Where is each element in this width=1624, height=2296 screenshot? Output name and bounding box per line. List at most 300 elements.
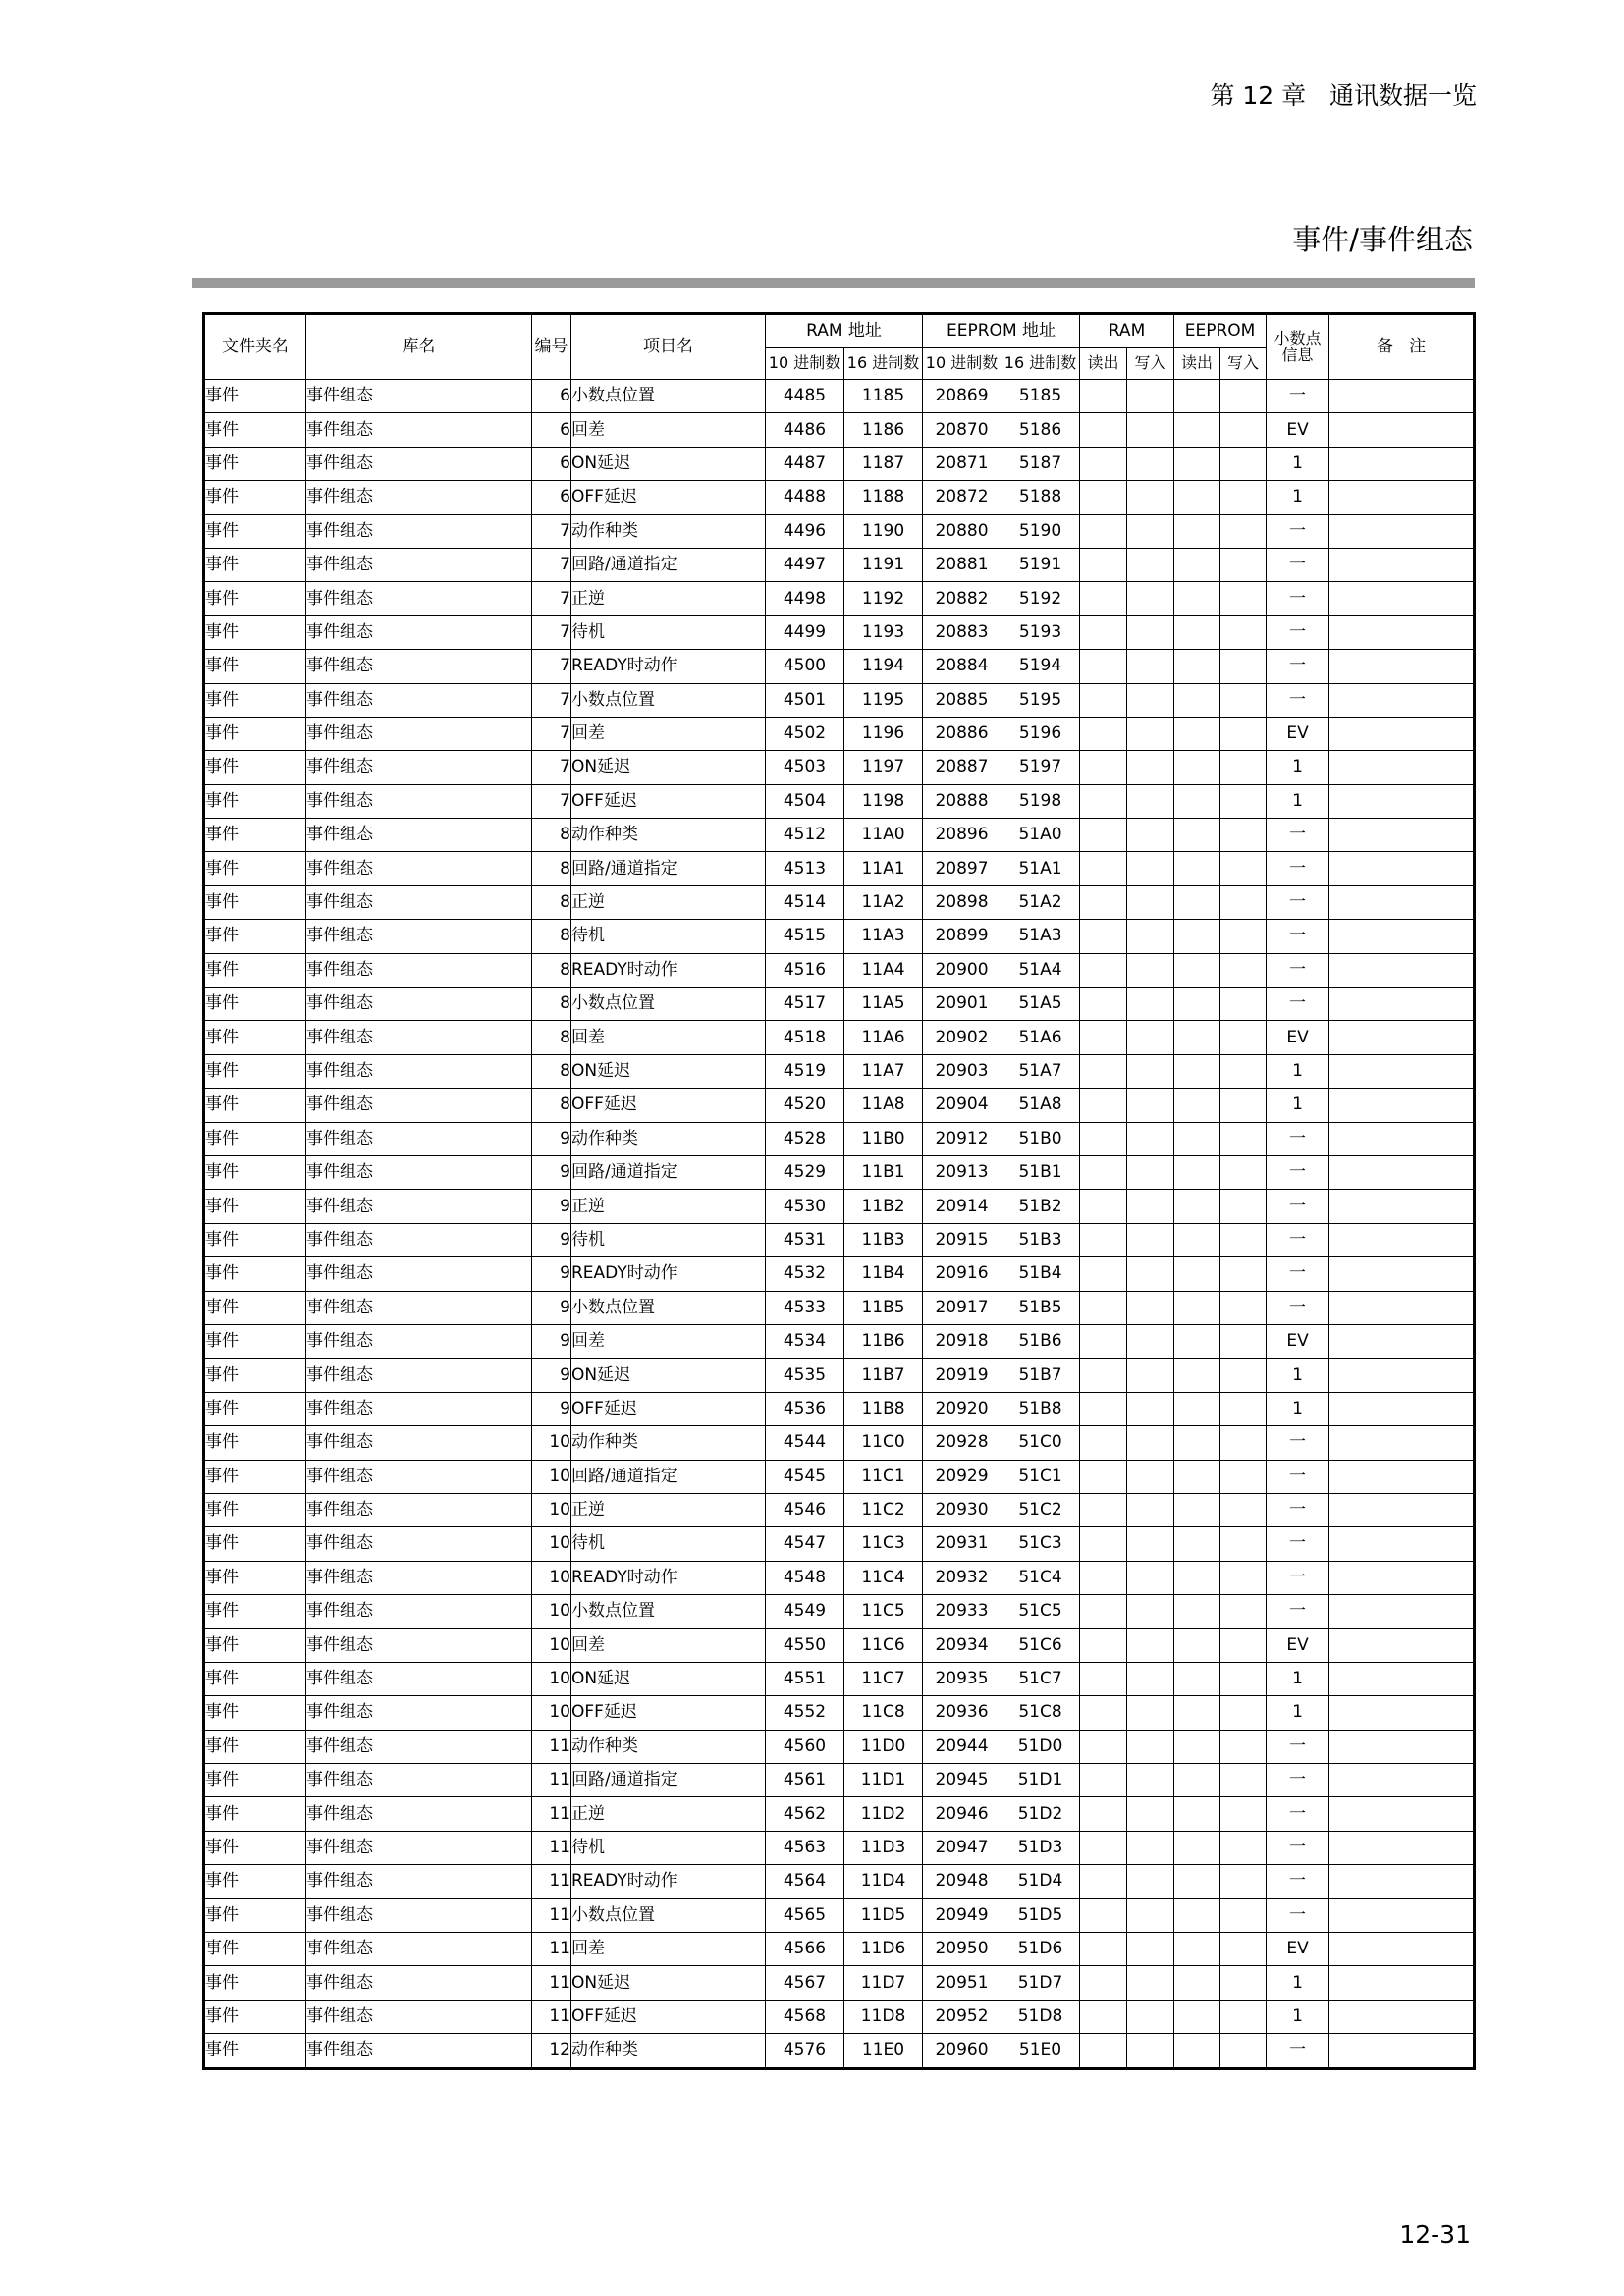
cell-access-empty [1174, 447, 1220, 480]
cell-access-empty [1220, 751, 1267, 784]
cell-ram-dec: 4517 [766, 988, 844, 1021]
cell-access-empty [1127, 1324, 1174, 1358]
cell-library: 事件组态 [306, 447, 532, 480]
cell-ram-hex: 11D3 [844, 1831, 923, 1864]
cell-ram-dec: 4502 [766, 717, 844, 750]
cell-access-empty [1220, 380, 1267, 413]
cell-folder: 事件 [204, 650, 306, 683]
cell-library: 事件组态 [306, 1966, 532, 2000]
cell-access-empty [1174, 413, 1220, 447]
cell-remarks [1329, 1426, 1475, 1460]
cell-access-empty [1220, 650, 1267, 683]
cell-access-empty [1174, 1392, 1220, 1425]
cell-library: 事件组态 [306, 1629, 532, 1662]
cell-access-empty [1220, 1021, 1267, 1054]
table-row [204, 582, 1475, 615]
cell-library: 事件组态 [306, 548, 532, 581]
cell-access-empty [1220, 1392, 1267, 1425]
cell-access-empty [1080, 988, 1127, 1021]
cell-ram-hex: 11C4 [844, 1561, 923, 1594]
cell-access-empty [1127, 548, 1174, 581]
cell-item: READY时动作 [571, 953, 766, 987]
cell-access-empty [1174, 1831, 1220, 1864]
cell-access-empty [1127, 751, 1174, 784]
cell-remarks [1329, 1696, 1475, 1730]
cell-eeprom-dec: 20946 [923, 1797, 1001, 1831]
table-row [204, 1190, 1475, 1223]
cell-decimal-info: 一 [1267, 582, 1329, 615]
cell-eeprom-hex: 51A4 [1001, 953, 1080, 987]
cell-ram-dec: 4496 [766, 514, 844, 548]
cell-number: 7 [532, 615, 571, 649]
cell-remarks [1329, 1291, 1475, 1324]
cell-folder: 事件 [204, 1527, 306, 1561]
col-ram-read: 读出 [1080, 348, 1127, 380]
cell-folder: 事件 [204, 1359, 306, 1392]
cell-ram-dec: 4486 [766, 413, 844, 447]
cell-ram-hex: 11A6 [844, 1021, 923, 1054]
cell-ram-dec: 4545 [766, 1460, 844, 1493]
cell-eeprom-hex: 51A3 [1001, 920, 1080, 953]
cell-eeprom-hex: 5193 [1001, 615, 1080, 649]
cell-access-empty [1174, 1054, 1220, 1088]
cell-access-empty [1080, 413, 1127, 447]
cell-ram-hex: 1194 [844, 650, 923, 683]
cell-eeprom-dec: 20882 [923, 582, 1001, 615]
cell-access-empty [1220, 1662, 1267, 1695]
cell-item: 小数点位置 [571, 683, 766, 717]
cell-library: 事件组态 [306, 2000, 532, 2033]
cell-access-empty [1220, 1359, 1267, 1392]
cell-remarks [1329, 1764, 1475, 1797]
cell-number: 9 [532, 1291, 571, 1324]
cell-number: 8 [532, 1054, 571, 1088]
cell-eeprom-hex: 51C8 [1001, 1696, 1080, 1730]
cell-eeprom-dec: 20931 [923, 1527, 1001, 1561]
cell-access-empty [1080, 2034, 1127, 2068]
cell-folder: 事件 [204, 953, 306, 987]
cell-eeprom-hex: 51D8 [1001, 2000, 1080, 2033]
cell-access-empty [1174, 885, 1220, 919]
cell-ram-dec: 4576 [766, 2034, 844, 2068]
cell-eeprom-dec: 20933 [923, 1595, 1001, 1629]
cell-item: 正逆 [571, 582, 766, 615]
cell-access-empty [1127, 481, 1174, 514]
cell-item: 待机 [571, 1527, 766, 1561]
table-row [204, 1932, 1475, 1965]
cell-remarks [1329, 717, 1475, 750]
cell-remarks [1329, 1122, 1475, 1155]
cell-eeprom-hex: 5186 [1001, 413, 1080, 447]
cell-eeprom-dec: 20930 [923, 1493, 1001, 1526]
cell-ram-dec: 4518 [766, 1021, 844, 1054]
cell-eeprom-dec: 20917 [923, 1291, 1001, 1324]
header-rule [192, 278, 1475, 288]
cell-access-empty [1080, 819, 1127, 852]
cell-item: ON延迟 [571, 751, 766, 784]
cell-folder: 事件 [204, 1764, 306, 1797]
cell-eeprom-dec: 20900 [923, 953, 1001, 987]
table-row [204, 1089, 1475, 1122]
cell-eeprom-dec: 20916 [923, 1257, 1001, 1291]
cell-ram-dec: 4532 [766, 1257, 844, 1291]
cell-decimal-info: 一 [1267, 1257, 1329, 1291]
cell-library: 事件组态 [306, 953, 532, 987]
cell-folder: 事件 [204, 1797, 306, 1831]
table-row [204, 1324, 1475, 1358]
cell-folder: 事件 [204, 1898, 306, 1932]
cell-ram-hex: 11A5 [844, 988, 923, 1021]
cell-folder: 事件 [204, 751, 306, 784]
col-ram-address: RAM 地址 [766, 314, 923, 348]
cell-number: 12 [532, 2034, 571, 2068]
cell-library: 事件组态 [306, 683, 532, 717]
cell-remarks [1329, 1021, 1475, 1054]
cell-decimal-info: 一 [1267, 650, 1329, 683]
cell-access-empty [1080, 1054, 1127, 1088]
cell-folder: 事件 [204, 988, 306, 1021]
cell-access-empty [1127, 1291, 1174, 1324]
cell-access-empty [1174, 1493, 1220, 1526]
cell-item: ON延迟 [571, 1054, 766, 1088]
cell-eeprom-hex: 51D4 [1001, 1865, 1080, 1898]
cell-access-empty [1127, 1493, 1174, 1526]
cell-access-empty [1080, 1764, 1127, 1797]
cell-access-empty [1127, 852, 1174, 885]
cell-access-empty [1220, 1155, 1267, 1189]
cell-ram-dec: 4552 [766, 1696, 844, 1730]
cell-number: 7 [532, 582, 571, 615]
cell-decimal-info: 一 [1267, 1122, 1329, 1155]
cell-decimal-info: 一 [1267, 2034, 1329, 2068]
cell-access-empty [1174, 1291, 1220, 1324]
table-row [204, 852, 1475, 885]
cell-remarks [1329, 1865, 1475, 1898]
table-row [204, 514, 1475, 548]
cell-folder: 事件 [204, 481, 306, 514]
cell-access-empty [1127, 2034, 1174, 2068]
cell-remarks [1329, 1054, 1475, 1088]
cell-access-empty [1080, 1932, 1127, 1965]
cell-item: 小数点位置 [571, 380, 766, 413]
cell-access-empty [1127, 1865, 1174, 1898]
cell-decimal-info: 1 [1267, 1696, 1329, 1730]
cell-ram-dec: 4515 [766, 920, 844, 953]
cell-access-empty [1080, 920, 1127, 953]
table-row [204, 751, 1475, 784]
cell-remarks [1329, 683, 1475, 717]
cell-eeprom-hex: 51C2 [1001, 1493, 1080, 1526]
cell-access-empty [1174, 1865, 1220, 1898]
cell-number: 10 [532, 1527, 571, 1561]
cell-decimal-info: 1 [1267, 2000, 1329, 2033]
cell-library: 事件组态 [306, 1764, 532, 1797]
cell-remarks [1329, 1460, 1475, 1493]
table-row [204, 1460, 1475, 1493]
col-eeprom-read: 读出 [1174, 348, 1220, 380]
cell-ram-hex: 11D2 [844, 1797, 923, 1831]
cell-access-empty [1174, 2034, 1220, 2068]
cell-decimal-info: 一 [1267, 1155, 1329, 1189]
cell-access-empty [1174, 650, 1220, 683]
cell-ram-dec: 4531 [766, 1223, 844, 1256]
cell-access-empty [1080, 1966, 1127, 2000]
cell-folder: 事件 [204, 784, 306, 818]
cell-access-empty [1127, 1629, 1174, 1662]
table-row [204, 380, 1475, 413]
cell-eeprom-dec: 20883 [923, 615, 1001, 649]
cell-remarks [1329, 1932, 1475, 1965]
cell-remarks [1329, 582, 1475, 615]
cell-library: 事件组态 [306, 1021, 532, 1054]
cell-access-empty [1127, 1898, 1174, 1932]
cell-item: OFF延迟 [571, 481, 766, 514]
cell-access-empty [1127, 2000, 1174, 2033]
cell-access-empty [1220, 1324, 1267, 1358]
cell-access-empty [1220, 1831, 1267, 1864]
col-ram: RAM [1080, 314, 1174, 348]
cell-remarks [1329, 2000, 1475, 2033]
cell-ram-hex: 1186 [844, 413, 923, 447]
cell-eeprom-dec: 20914 [923, 1190, 1001, 1223]
cell-ram-dec: 4566 [766, 1932, 844, 1965]
cell-access-empty [1127, 1595, 1174, 1629]
cell-ram-dec: 4564 [766, 1865, 844, 1898]
cell-ram-hex: 11B7 [844, 1359, 923, 1392]
cell-ram-hex: 11A0 [844, 819, 923, 852]
cell-ram-dec: 4567 [766, 1966, 844, 2000]
cell-access-empty [1127, 1054, 1174, 1088]
cell-decimal-info: 1 [1267, 447, 1329, 480]
cell-number: 11 [532, 1797, 571, 1831]
cell-library: 事件组态 [306, 650, 532, 683]
cell-remarks [1329, 380, 1475, 413]
cell-access-empty [1080, 885, 1127, 919]
cell-eeprom-hex: 51C5 [1001, 1595, 1080, 1629]
table-row [204, 548, 1475, 581]
cell-remarks [1329, 1662, 1475, 1695]
cell-decimal-info: 一 [1267, 683, 1329, 717]
cell-access-empty [1220, 1493, 1267, 1526]
cell-item: 动作种类 [571, 1730, 766, 1763]
cell-eeprom-dec: 20936 [923, 1696, 1001, 1730]
table-row [204, 683, 1475, 717]
col-eeprom-dec: 10 进制数 [923, 348, 1001, 380]
cell-item: OFF延迟 [571, 1089, 766, 1122]
cell-decimal-info: 一 [1267, 920, 1329, 953]
cell-access-empty [1174, 615, 1220, 649]
cell-eeprom-dec: 20945 [923, 1764, 1001, 1797]
cell-ram-dec: 4497 [766, 548, 844, 581]
cell-ram-hex: 11A2 [844, 885, 923, 919]
cell-ram-dec: 4563 [766, 1831, 844, 1864]
cell-access-empty [1127, 447, 1174, 480]
cell-number: 11 [532, 1831, 571, 1864]
cell-library: 事件组态 [306, 413, 532, 447]
cell-eeprom-dec: 20886 [923, 717, 1001, 750]
cell-access-empty [1220, 1966, 1267, 2000]
cell-access-empty [1080, 380, 1127, 413]
cell-library: 事件组态 [306, 717, 532, 750]
table-row [204, 1527, 1475, 1561]
chapter-title: 第 12 章 通讯数据一览 [1210, 81, 1477, 110]
cell-eeprom-dec: 20932 [923, 1561, 1001, 1594]
cell-ram-dec: 4568 [766, 2000, 844, 2033]
cell-access-empty [1127, 1730, 1174, 1763]
cell-access-empty [1220, 1122, 1267, 1155]
cell-eeprom-hex: 51A7 [1001, 1054, 1080, 1088]
cell-access-empty [1080, 1561, 1127, 1594]
cell-remarks [1329, 615, 1475, 649]
cell-access-empty [1080, 1629, 1127, 1662]
col-library: 库名 [306, 314, 532, 380]
cell-number: 9 [532, 1324, 571, 1358]
cell-remarks [1329, 784, 1475, 818]
cell-library: 事件组态 [306, 1561, 532, 1594]
cell-item: 正逆 [571, 885, 766, 919]
table-row [204, 1831, 1475, 1864]
cell-ram-dec: 4501 [766, 683, 844, 717]
cell-ram-dec: 4561 [766, 1764, 844, 1797]
cell-eeprom-hex: 51A8 [1001, 1089, 1080, 1122]
table-row [204, 1865, 1475, 1898]
cell-access-empty [1220, 1764, 1267, 1797]
cell-eeprom-dec: 20904 [923, 1089, 1001, 1122]
cell-access-empty [1220, 1629, 1267, 1662]
cell-item: ON延迟 [571, 447, 766, 480]
cell-folder: 事件 [204, 447, 306, 480]
cell-library: 事件组态 [306, 514, 532, 548]
cell-access-empty [1220, 852, 1267, 885]
cell-ram-dec: 4499 [766, 615, 844, 649]
cell-access-empty [1127, 885, 1174, 919]
cell-eeprom-hex: 5196 [1001, 717, 1080, 750]
cell-library: 事件组态 [306, 1865, 532, 1898]
cell-ram-hex: 11B5 [844, 1291, 923, 1324]
cell-remarks [1329, 885, 1475, 919]
cell-access-empty [1174, 1797, 1220, 1831]
table-body [204, 380, 1475, 2069]
cell-decimal-info: EV [1267, 1324, 1329, 1358]
cell-eeprom-dec: 20869 [923, 380, 1001, 413]
cell-eeprom-hex: 5190 [1001, 514, 1080, 548]
cell-eeprom-hex: 5187 [1001, 447, 1080, 480]
cell-access-empty [1220, 1865, 1267, 1898]
cell-number: 6 [532, 380, 571, 413]
cell-access-empty [1174, 852, 1220, 885]
col-ram-dec: 10 进制数 [766, 348, 844, 380]
table-row [204, 1662, 1475, 1695]
table-row [204, 447, 1475, 480]
cell-ram-hex: 11A8 [844, 1089, 923, 1122]
cell-decimal-info: 一 [1267, 1493, 1329, 1526]
cell-ram-hex: 11C2 [844, 1493, 923, 1526]
cell-folder: 事件 [204, 1054, 306, 1088]
cell-eeprom-hex: 51B3 [1001, 1223, 1080, 1256]
cell-eeprom-hex: 51A1 [1001, 852, 1080, 885]
table-row [204, 1764, 1475, 1797]
cell-ram-hex: 1191 [844, 548, 923, 581]
cell-folder: 事件 [204, 2034, 306, 2068]
cell-decimal-info: 1 [1267, 784, 1329, 818]
cell-eeprom-dec: 20913 [923, 1155, 1001, 1189]
cell-eeprom-hex: 51D5 [1001, 1898, 1080, 1932]
cell-eeprom-hex: 5198 [1001, 784, 1080, 818]
cell-decimal-info: EV [1267, 717, 1329, 750]
cell-ram-dec: 4551 [766, 1662, 844, 1695]
cell-number: 10 [532, 1426, 571, 1460]
cell-item: OFF延迟 [571, 1392, 766, 1425]
cell-decimal-info: 一 [1267, 1223, 1329, 1256]
cell-remarks [1329, 1324, 1475, 1358]
cell-folder: 事件 [204, 1831, 306, 1864]
cell-remarks [1329, 413, 1475, 447]
cell-number: 8 [532, 1021, 571, 1054]
cell-eeprom-hex: 51E0 [1001, 2034, 1080, 2068]
cell-item: 回差 [571, 1021, 766, 1054]
cell-access-empty [1080, 1190, 1127, 1223]
cell-number: 10 [532, 1595, 571, 1629]
table-row [204, 1223, 1475, 1256]
cell-decimal-info: 一 [1267, 1291, 1329, 1324]
cell-ram-dec: 4548 [766, 1561, 844, 1594]
cell-access-empty [1127, 1696, 1174, 1730]
cell-remarks [1329, 1392, 1475, 1425]
col-number: 编号 [532, 314, 571, 380]
cell-ram-hex: 11B0 [844, 1122, 923, 1155]
cell-folder: 事件 [204, 380, 306, 413]
cell-ram-dec: 4534 [766, 1324, 844, 1358]
cell-decimal-info: 一 [1267, 953, 1329, 987]
cell-eeprom-dec: 20951 [923, 1966, 1001, 2000]
cell-eeprom-hex: 51C0 [1001, 1426, 1080, 1460]
cell-access-empty [1080, 751, 1127, 784]
cell-ram-dec: 4498 [766, 582, 844, 615]
cell-ram-hex: 11D4 [844, 1865, 923, 1898]
table-row [204, 1629, 1475, 1662]
cell-folder: 事件 [204, 1122, 306, 1155]
cell-access-empty [1220, 1696, 1267, 1730]
cell-number: 9 [532, 1122, 571, 1155]
cell-library: 事件组态 [306, 380, 532, 413]
cell-access-empty [1220, 582, 1267, 615]
header-row-1 [204, 314, 1475, 348]
table-row [204, 1122, 1475, 1155]
cell-decimal-info: 一 [1267, 1898, 1329, 1932]
cell-access-empty [1127, 1460, 1174, 1493]
table-row [204, 1426, 1475, 1460]
cell-access-empty [1080, 1831, 1127, 1864]
table-row [204, 481, 1475, 514]
table-row [204, 1730, 1475, 1763]
cell-number: 8 [532, 953, 571, 987]
cell-ram-hex: 11A7 [844, 1054, 923, 1088]
cell-number: 7 [532, 650, 571, 683]
cell-eeprom-dec: 20872 [923, 481, 1001, 514]
cell-library: 事件组态 [306, 1054, 532, 1088]
cell-eeprom-dec: 20915 [923, 1223, 1001, 1256]
table-row [204, 885, 1475, 919]
cell-ram-dec: 4544 [766, 1426, 844, 1460]
cell-remarks [1329, 1223, 1475, 1256]
cell-access-empty [1174, 582, 1220, 615]
cell-decimal-info: 一 [1267, 1764, 1329, 1797]
cell-eeprom-dec: 20949 [923, 1898, 1001, 1932]
table-row [204, 1155, 1475, 1189]
cell-ram-dec: 4487 [766, 447, 844, 480]
cell-access-empty [1127, 380, 1174, 413]
cell-remarks [1329, 1595, 1475, 1629]
